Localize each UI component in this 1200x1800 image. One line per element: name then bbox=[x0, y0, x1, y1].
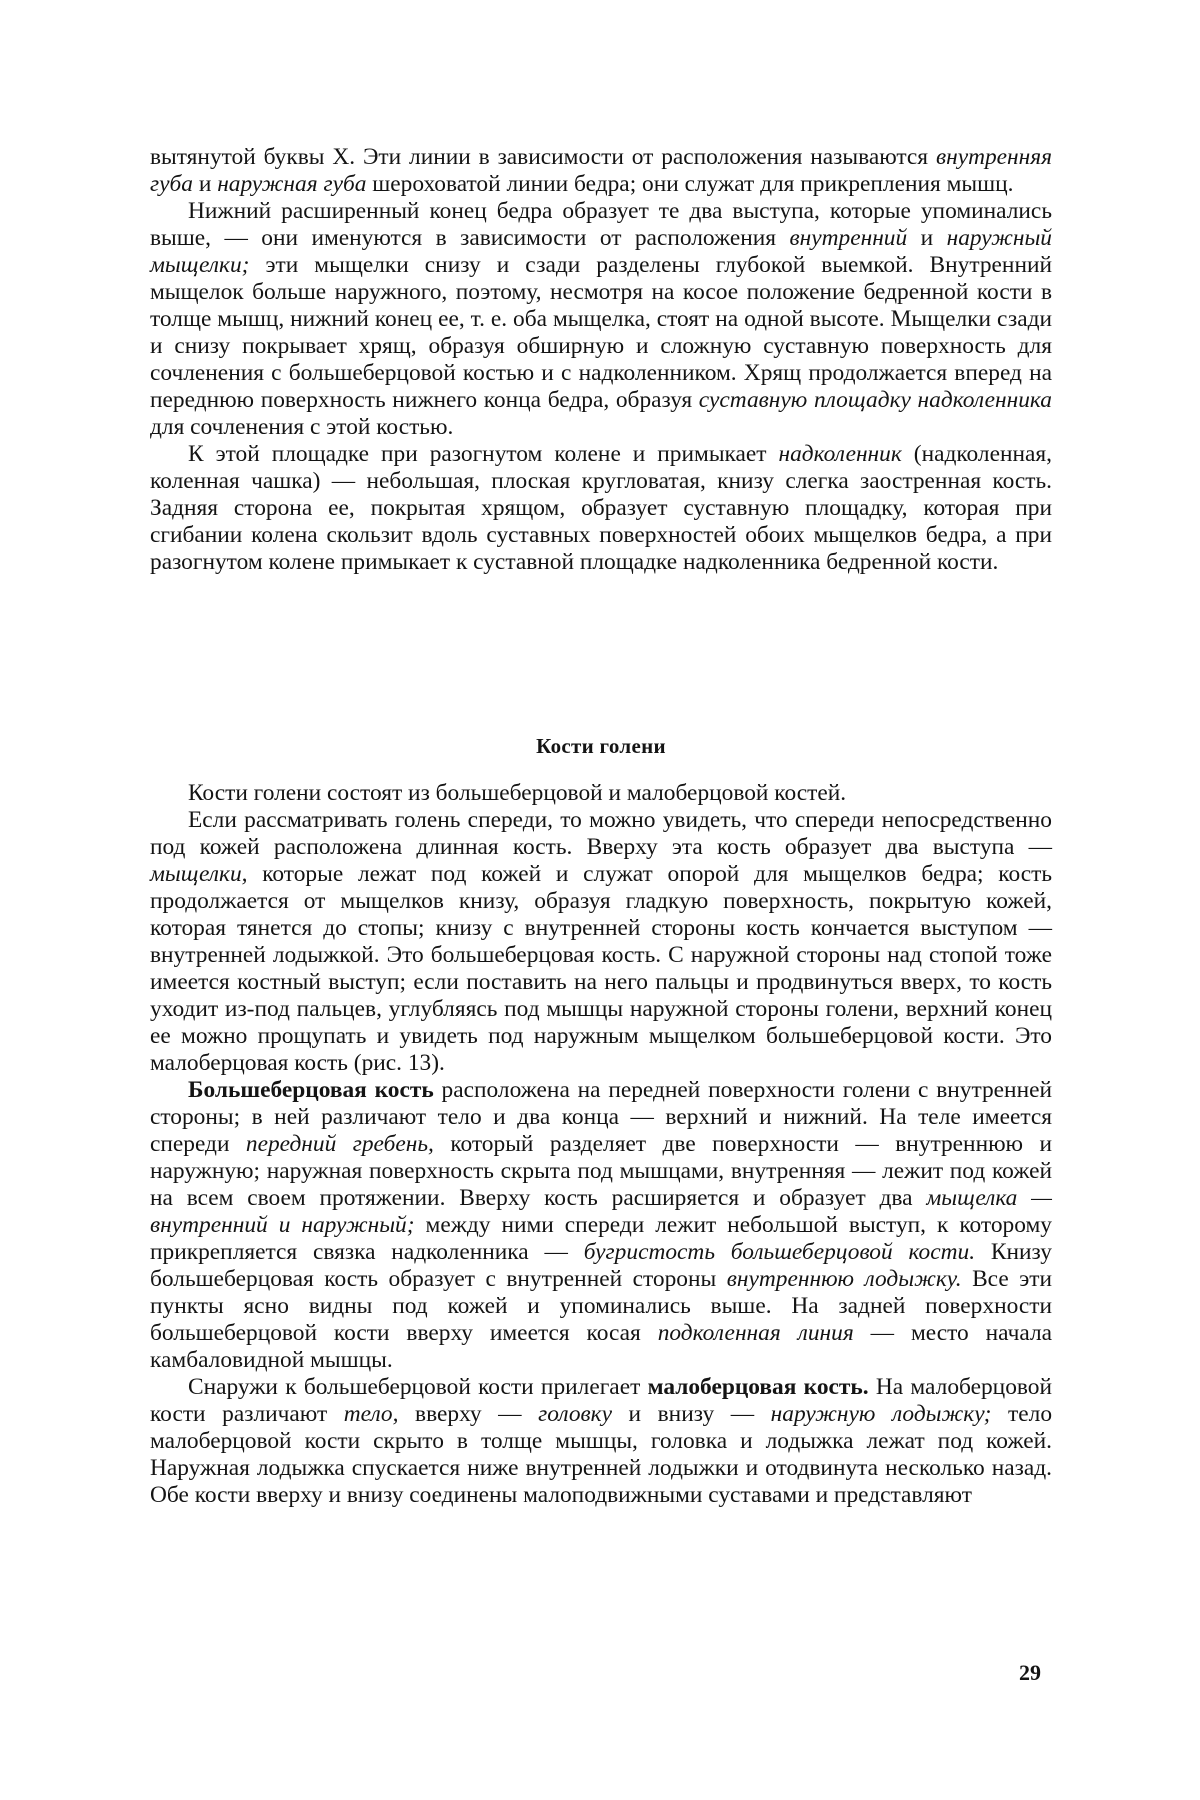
bold-term: Большеберцовая кость bbox=[188, 1077, 434, 1103]
section-heading: Кости голени bbox=[536, 734, 666, 758]
text-run: Снаружи к большеберцовой кости прилегает bbox=[188, 1374, 648, 1400]
text-run: для сочленения с этой костью. bbox=[150, 414, 454, 440]
italic-term: мыщелка — внутренний и наружный; bbox=[150, 1185, 1052, 1238]
text-run: которые лежат под кожей и служат опорой для мыщелков бедра; кость продолжается от мыщелков книзу, образуя гладкую поверхность, покрытую кожей, которая тянется до стопы; книзу с внутренней стороны кость кончается выступом — внутренней лодыжкой. Это большеберцовая кость. С наружной стороны над стопой тоже имеется костный выступ; если поставить на него пальцы и продвинуться вверх, то кость уходит из-под пальцев, углубляясь под мышцы наружной стороны голени, верхний конец ее можно прощупать и увидеть под наружным мыщелком большеберцовой кости. Это малоберцовая кость (рис. 13). bbox=[150, 861, 1052, 1076]
italic-term: мыщелки, bbox=[150, 861, 248, 887]
text-run: (надколенная, коленная чашка) — небольшая, плоская кругловатая, книзу слегка заостренная кость. Задняя сторона ее, покрытая хрящом, образует суставную площадку, которая при сгибании колена скользит вдоль суставных поверхностей обоих мыщелков бедра, а при разогнутом колене примыкает к суставной площадке надколенника бедренной кости. bbox=[150, 441, 1053, 575]
text-run: и bbox=[192, 171, 218, 197]
text-block-bottom bbox=[150, 780, 1052, 1509]
text-run: Нижний расширенный конец бедра образует те два выступа, которые упоминались выше, — они именуются в зависимости от расположения bbox=[150, 198, 1052, 251]
text-run: На малоберцовой кости различают bbox=[150, 1374, 1052, 1427]
paragraph bbox=[150, 1374, 1052, 1509]
italic-term: внутренний bbox=[789, 225, 908, 251]
text-run: и внизу — bbox=[612, 1401, 771, 1427]
italic-term: подколенная линия bbox=[657, 1320, 854, 1346]
paragraph bbox=[150, 1077, 1052, 1374]
italic-term: передний гребень, bbox=[245, 1131, 434, 1157]
text-run: эти мыщелки снизу и сзади разделены глубокой выемкой. Внутренний мыщелок больше наружного, поэтому, несмотря на косое положение бедренной кости в толще мышц, нижний конец ее, т. е. оба мыщелка, стоят на одной высоте. Мыщелки сзади и снизу покрывает хрящ, образуя обширную и сложную суставную поверхность для сочленения с большеберцовой костью и с надколенником. Хрящ продолжается вперед на переднюю поверхность нижнего конца бедра, образуя bbox=[150, 252, 1052, 413]
paragraph bbox=[150, 144, 1052, 198]
paragraph bbox=[150, 441, 1052, 576]
italic-term: наружная губа bbox=[217, 171, 367, 197]
bold-term: малоберцовая кость. bbox=[647, 1374, 869, 1400]
text-run: шероховатой линии бедра; они служат для прикрепления мышц. bbox=[366, 171, 1014, 197]
italic-term: надколенник bbox=[778, 441, 902, 467]
text-run: Если рассматривать голень спереди, то можно увидеть, что спереди непосредственно под кожей расположена длинная кость. Вверху эта кость образует два выступа — bbox=[150, 807, 1052, 860]
italic-term: тело, bbox=[343, 1401, 399, 1427]
paragraph bbox=[150, 780, 1052, 807]
text-run: расположена на передней поверхности голени с внутренней стороны; в ней различают тело и два конца — верхний и нижний. На теле имеется спереди bbox=[150, 1077, 1052, 1157]
text-run: между ними спереди лежит небольшой выступ, к которому прикрепляется связка надколенника — bbox=[150, 1212, 1052, 1265]
italic-term: наружную лодыжку; bbox=[770, 1401, 992, 1427]
italic-term: наружный мыщелки; bbox=[150, 225, 1052, 278]
paragraph bbox=[150, 198, 1052, 441]
text-run: который разделяет две поверхности — внутреннюю и наружную; наружная поверхность скрыта под мышцами, внутренняя — лежит под кожей на всем своем протяжении. Вверху кость расширяется и образует два bbox=[150, 1131, 1052, 1211]
italic-term: головку bbox=[538, 1401, 612, 1427]
italic-term: суставную площадку надколенника bbox=[698, 387, 1052, 413]
text-run: К этой площадке при разогнутом колене и примыкает bbox=[188, 441, 779, 467]
text-run: тело малоберцовой кости скрыто в толще мышцы, головка и лодыжка лежат под кожей. Наружная лодыжка спускается ниже внутренней лодыжки и отодвинута несколько назад. Обе кости вверху и внизу соединены малоподвижными суставами и представляют bbox=[150, 1401, 1053, 1508]
text-block-top bbox=[150, 144, 1052, 576]
italic-term: внутренняя губа bbox=[150, 144, 1052, 197]
text-run: и bbox=[907, 225, 947, 251]
text-run: — место начала камбаловидной мышцы. bbox=[150, 1320, 1052, 1373]
text-run: вверху — bbox=[398, 1401, 539, 1427]
text-run: вытянутой буквы X. Эти линии в зависимости от расположения называются bbox=[150, 144, 936, 170]
page-number: 29 bbox=[1019, 1660, 1041, 1685]
text-run: Все эти пункты ясно видны под кожей и упоминались выше. На задней поверхности большеберцовой кости вверху имеется косая bbox=[150, 1266, 1053, 1346]
italic-term: внутреннюю лодыжку. bbox=[726, 1266, 962, 1292]
text-run: Книзу большеберцовая кость образует с внутренней стороны bbox=[150, 1239, 1052, 1292]
paragraph bbox=[150, 807, 1052, 1077]
text-run: Кости голени состоят из большеберцовой и малоберцовой костей. bbox=[188, 780, 847, 806]
italic-term: бугристость большеберцовой кости. bbox=[583, 1239, 976, 1265]
